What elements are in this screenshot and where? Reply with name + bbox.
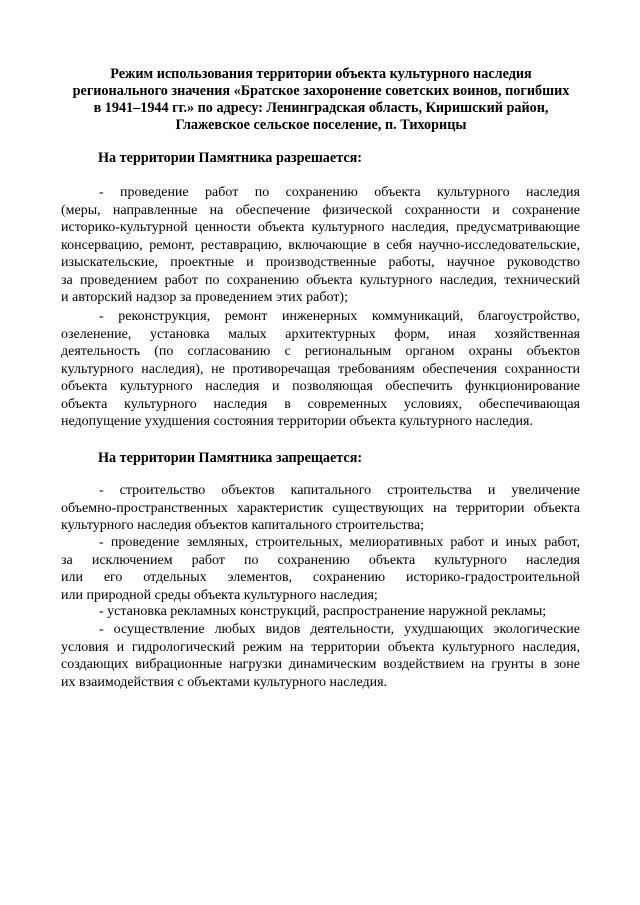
- text-line: озеленение, установка малых архитектурных форм, иная хозяйственная: [61, 326, 580, 342]
- text-line: условия и гидрологический режим на территории объекта культурного наследия,: [61, 639, 580, 655]
- text-line: за проведением работ по сохранению объекта культурного наследия, технический: [61, 272, 580, 288]
- text-line: - реконструкция, ремонт инженерных коммуникаций, благоустройство,: [99, 309, 580, 324]
- title-line: в 1941–1944 гг.» по адресу: Ленинградская область, Киришский район,: [93, 100, 549, 116]
- text-line: или природной среды объекта культурного наследия;: [61, 587, 378, 603]
- forbidden-item-4: [61, 621, 580, 691]
- text-line: историко-культурной ценности объекта культурного наследия, предусматривающие: [61, 220, 580, 235]
- text-line: их взаимодействия с объектами культурного наследия.: [61, 674, 388, 690]
- text-line: консервацию, ремонт, реставрацию, включающие в себя научно-исследовательские,: [61, 237, 580, 253]
- allowed-item-1: [61, 184, 580, 307]
- forbidden-item-1: [61, 482, 580, 535]
- title-line: регионального значения «Братское захоронение советских воинов, погибших: [72, 83, 570, 99]
- text-line: деятельность (по согласованию с региональным органом охраны объектов: [61, 344, 580, 359]
- text-line: культурного наследия), не противоречащая требованиям обеспечения сохранности: [61, 361, 580, 377]
- text-line: - установка рекламных конструкций, распространение наружной рекламы;: [99, 604, 547, 619]
- title-line: Глажевское сельское поселение, п. Тихорицы: [175, 117, 467, 133]
- allowed-heading: На территории Памятника разрешается:: [98, 150, 363, 166]
- document-title: [60, 66, 582, 134]
- text-line: - строительство объектов капитального строительства и увеличение: [99, 483, 580, 498]
- text-line: - осуществление любых видов деятельности, ухудшающих экологические: [99, 622, 580, 637]
- text-line: объекта культурного наследия и позволяющая обеспечить функционирование: [61, 379, 580, 394]
- text-line: создающих вибрационные нагрузки динамическим воздействием на грунты в зоне: [61, 657, 580, 672]
- text-line: объемно-пространственных характеристик существующих на территории объекта: [61, 500, 580, 516]
- text-line: - проведение земляных, строительных, мелиоративных работ и иных работ,: [99, 535, 580, 550]
- title-line: Режим использования территории объекта культурного наследия: [110, 66, 532, 82]
- text-line: культурного наследия объектов капитального строительства;: [61, 518, 425, 533]
- text-line: или его отдельных элементов, сохранению историко-градостроительной: [61, 570, 580, 585]
- text-line: недопущение ухудшения состояния территории объекта культурного наследия.: [61, 414, 533, 429]
- text-line: (меры, направленные на обеспечение физической сохранности и сохранение: [61, 202, 580, 218]
- allowed-item-2: [61, 308, 580, 431]
- text-line: изыскательские, проектные и производственные работы, научное руководство: [61, 255, 580, 270]
- forbidden-item-2: [61, 534, 580, 604]
- text-line: - проведение работ по сохранению объекта культурного наследия: [99, 185, 580, 200]
- text-line: объекта культурного наследия в современных условиях, обеспечивающая: [61, 396, 580, 412]
- forbidden-item-3: [61, 603, 580, 621]
- text-line: за исключением работ по сохранению объекта культурного наследия: [61, 552, 580, 568]
- forbidden-heading: На территории Памятника запрещается:: [98, 450, 363, 466]
- text-line: и авторский надзор за проведением этих работ);: [61, 290, 348, 305]
